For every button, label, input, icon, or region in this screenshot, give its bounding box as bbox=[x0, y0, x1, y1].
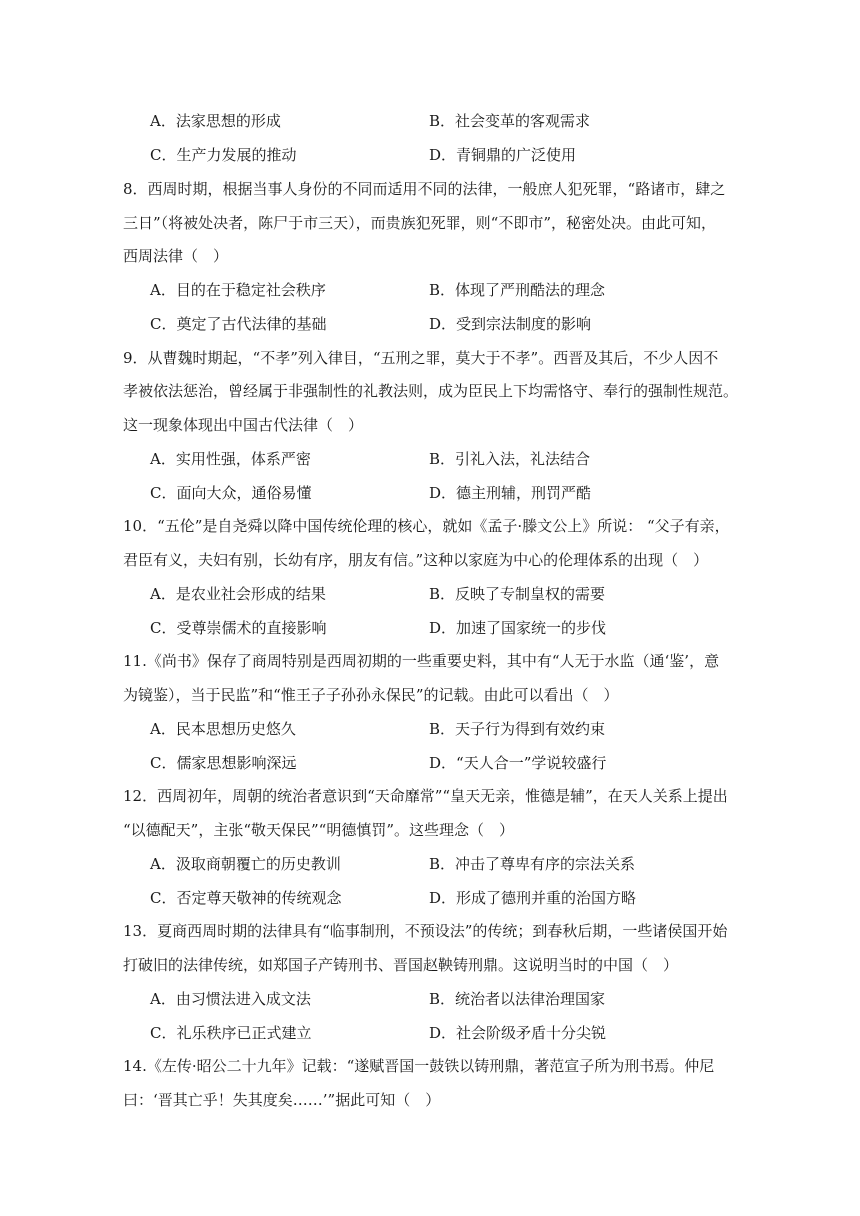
q8-option-c[interactable]: C．奠定了古代法律的基础 bbox=[150, 315, 327, 333]
q12-option-d[interactable]: D．形成了德刑并重的治国方略 bbox=[429, 889, 637, 907]
q11-option-a[interactable]: A．民本思想历史悠久 bbox=[150, 720, 296, 738]
q9-option-b[interactable]: B．引礼入法，礼法结合 bbox=[429, 450, 591, 468]
q11-option-d[interactable]: D．“天人合一”学说较盛行 bbox=[429, 754, 607, 772]
q8-stem-line-2: 三日”（将被处决者，陈尸于市三天），而贵族犯死罪，则“不即市”，秘密处决。由此可知， bbox=[123, 214, 717, 232]
q10-stem-line-2: 君臣有义，夫妇有别，长幼有序，朋友有信。”这种以家庭为中心的伦理体系的出现（ ） bbox=[123, 551, 709, 569]
q13-option-b[interactable]: B．统治者以法律治理国家 bbox=[429, 990, 606, 1008]
q8-option-d[interactable]: D．受到宗法制度的影响 bbox=[429, 315, 592, 333]
q9-option-d[interactable]: D．德主刑辅，刑罚严酷 bbox=[429, 484, 592, 502]
q9-stem-line-1: 9．从曹魏时期起，“不孝”列入律目，“五刑之罪，莫大于不孝”。西晋及其后，不少人因不 bbox=[123, 349, 719, 367]
q10-option-c[interactable]: C．受尊崇儒术的直接影响 bbox=[150, 619, 327, 637]
q13-option-a[interactable]: A．由习惯法进入成文法 bbox=[150, 990, 311, 1008]
q9-option-a[interactable]: A．实用性强，体系严密 bbox=[150, 450, 311, 468]
q11-stem-line-2: 为镜鉴），当于民监”和“惟王子子孙孙永保民”的记载。由此可以看出（ ） bbox=[123, 686, 619, 704]
q9-stem-line-3: 这一现象体现出中国古代法律（ ） bbox=[123, 416, 364, 434]
q7-option-d[interactable]: D．青铜鼎的广泛使用 bbox=[429, 146, 577, 164]
q7-option-a[interactable]: A．法家思想的形成 bbox=[150, 112, 281, 130]
q8-option-a[interactable]: A．目的在于稳定社会秩序 bbox=[150, 281, 326, 299]
q9-option-c[interactable]: C．面向大众，通俗易懂 bbox=[150, 484, 312, 502]
q7-option-b[interactable]: B．社会变革的客观需求 bbox=[429, 112, 591, 130]
q8-stem-line-1: 8．西周时期，根据当事人身份的不同而适用不同的法律，一般庶人犯死罪，“路诸市，肆之 bbox=[123, 180, 726, 198]
q7-option-c[interactable]: C．生产力发展的推动 bbox=[150, 146, 297, 164]
q12-option-c[interactable]: C．否定尊天敬神的传统观念 bbox=[150, 889, 342, 907]
q13-stem-line-1: 13．夏商西周时期的法律具有“临事制刑，不预设法”的传统；到春秋后期，一些诸侯国开始 bbox=[123, 922, 728, 940]
q11-option-c[interactable]: C．儒家思想影响深远 bbox=[150, 754, 297, 772]
q8-stem-line-3: 西周法律（ ） bbox=[123, 247, 229, 265]
q11-option-b[interactable]: B．天子行为得到有效约束 bbox=[429, 720, 606, 738]
q13-option-c[interactable]: C．礼乐秩序已正式建立 bbox=[150, 1024, 312, 1042]
q8-option-b[interactable]: B．体现了严刑酷法的理念 bbox=[429, 281, 606, 299]
q9-stem-line-2: 孝被依法惩治，曾经属于非强制性的礼教法则，成为臣民上下均需恪守、奉行的强制性规范。 bbox=[123, 382, 739, 400]
q10-option-b[interactable]: B．反映了专制皇权的需要 bbox=[429, 585, 606, 603]
q12-option-a[interactable]: A．汲取商朝覆亡的历史教训 bbox=[150, 855, 341, 873]
q12-option-b[interactable]: B．冲击了尊卑有序的宗法关系 bbox=[429, 855, 636, 873]
q13-option-d[interactable]: D．社会阶级矛盾十分尖锐 bbox=[429, 1024, 607, 1042]
q10-stem-line-1: 10．“五伦”是自尧舜以降中国传统伦理的核心，就如《孟子·滕文公上》所说： “父子有亲， bbox=[123, 517, 730, 535]
q12-stem-line-2: “以德配天”，主张“敬天保民”“明德慎罚”。这些理念（ ） bbox=[123, 821, 515, 839]
q10-option-a[interactable]: A．是农业社会形成的结果 bbox=[150, 585, 326, 603]
q10-option-d[interactable]: D．加速了国家统一的步伐 bbox=[429, 619, 607, 637]
q14-stem-line-1: 14.《左传·昭公二十九年》记载：“遂赋晋国一鼓铁以铸刑鼎，著范宣子所为刑书焉。仲尼 bbox=[123, 1057, 715, 1075]
q14-stem-line-2: 曰：‘晋其亡乎！失其度矣……’”据此可知（ ） bbox=[123, 1091, 441, 1109]
q11-stem-line-1: 11.《尚书》保存了商周特别是西周初期的一些重要史料，其中有“人无于水监（通‘鉴’，意 bbox=[123, 652, 720, 670]
q13-stem-line-2: 打破旧的法律传统，如郑国子产铸刑书、晋国赵鞅铸刑鼎。这说明当时的中国（ ） bbox=[123, 956, 679, 974]
q12-stem-line-1: 12．西周初年，周朝的统治者意识到“天命靡常”“皇天无亲，惟德是辅”，在天人关系上提出 bbox=[123, 787, 728, 805]
